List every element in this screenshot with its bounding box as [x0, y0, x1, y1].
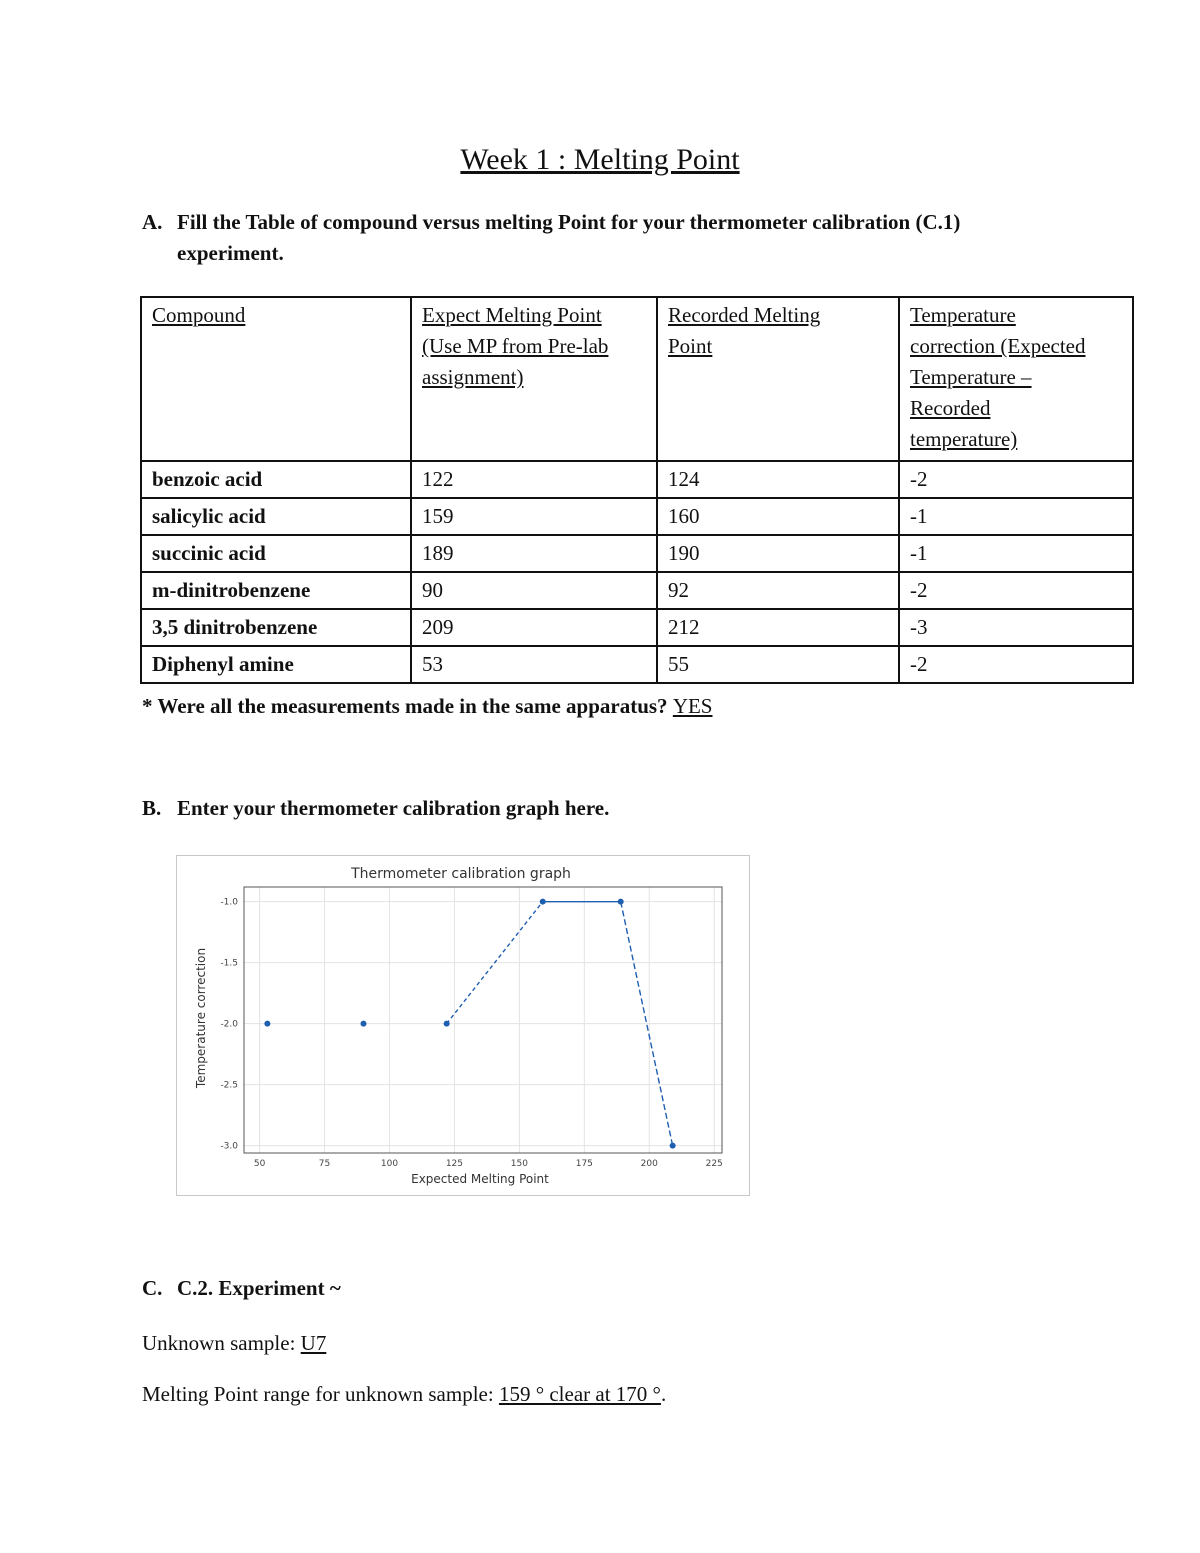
section-b-letter: B. — [142, 796, 162, 820]
table-cell: 190 — [657, 535, 899, 572]
y-tick-label: -1.5 — [220, 958, 238, 969]
section-a-line1 — [142, 210, 960, 235]
melting-range-suffix: . — [660, 1382, 667, 1406]
data-point — [618, 899, 624, 905]
calibration-table — [140, 296, 1134, 684]
calibration-chart-frame — [176, 855, 750, 1196]
table-cell: 209 — [411, 609, 657, 646]
x-tick-label: 125 — [445, 1159, 464, 1169]
x-tick-label: 75 — [318, 1159, 331, 1169]
compound-name-cell: m-dinitrobenzene — [141, 572, 411, 609]
page-title: Week 1 : Melting Point — [460, 143, 740, 176]
table-row — [141, 609, 1133, 646]
x-tick-label: 225 — [705, 1159, 723, 1169]
table-row — [141, 646, 1133, 683]
table-header-line: Recorded Melting — [668, 303, 821, 327]
table-header-line: assignment) — [422, 365, 524, 389]
section-a-letter: A. — [142, 210, 163, 234]
compound-name-cell: Diphenyl amine — [141, 646, 411, 683]
table-header-line: Temperature – — [910, 365, 1032, 389]
table-cell: -1 — [899, 535, 1133, 572]
apparatus-question-text: * Were all the measurements made in the same apparatus? — [142, 694, 668, 718]
table-cell: -2 — [899, 461, 1133, 498]
table-cell: 90 — [411, 572, 657, 609]
section-b — [142, 796, 609, 821]
x-tick-label: 150 — [510, 1159, 528, 1169]
table-row — [141, 572, 1133, 609]
chart-title: Thermometer calibration graph — [351, 866, 571, 882]
data-point — [670, 1143, 676, 1149]
x-tick-label: 50 — [253, 1159, 266, 1169]
table-row — [141, 461, 1133, 498]
table-cell: 53 — [411, 646, 657, 683]
table-cell: 189 — [411, 535, 657, 572]
table-cell: 122 — [411, 461, 657, 498]
table-header-line: Point — [668, 334, 713, 358]
apparatus-question — [142, 694, 713, 719]
section-b-text: Enter your thermometer calibration graph here. — [177, 796, 610, 820]
melting-range — [142, 1382, 666, 1407]
apparatus-answer: YES — [672, 694, 713, 718]
table-row — [141, 498, 1133, 535]
table-body — [141, 461, 1133, 683]
table-header-cell — [899, 297, 1133, 461]
table-header-line: Compound — [152, 303, 246, 327]
table-cell: 159 — [411, 498, 657, 535]
chart-ylabel: Temperature correction — [194, 947, 208, 1089]
data-point — [540, 899, 546, 905]
y-tick-label: -2.5 — [220, 1080, 238, 1091]
melting-range-value: 159 ° clear at 170 ° — [498, 1382, 661, 1406]
compound-name-cell: 3,5 dinitrobenzene — [141, 609, 411, 646]
table-cell: 55 — [657, 646, 899, 683]
table-header-row — [141, 297, 1133, 461]
table-cell: -2 — [899, 646, 1133, 683]
section-c-letter: C. — [142, 1276, 163, 1300]
table-cell: 124 — [657, 461, 899, 498]
table-header-line: Temperature — [910, 303, 1016, 327]
unknown-sample-label: Unknown sample: — [142, 1331, 296, 1355]
table-cell: 160 — [657, 498, 899, 535]
y-tick-label: -1.0 — [220, 897, 238, 908]
compound-name-cell: benzoic acid — [141, 461, 411, 498]
chart-xlabel: Expected Melting Point — [411, 1172, 549, 1186]
table-header-line: correction (Expected — [910, 334, 1086, 358]
x-tick-label: 200 — [640, 1159, 658, 1169]
section-a-line2: experiment. — [177, 241, 284, 265]
data-point — [444, 1021, 450, 1027]
melting-range-label: Melting Point range for unknown sample: — [142, 1382, 494, 1406]
calibration-chart — [177, 856, 749, 1195]
table-header-cell — [657, 297, 899, 461]
table-cell: -2 — [899, 572, 1133, 609]
section-c-text: C.2. Experiment ~ — [177, 1276, 341, 1300]
table-header-cell — [141, 297, 411, 461]
table-cell: -1 — [899, 498, 1133, 535]
data-point — [264, 1021, 270, 1027]
x-tick-label: 175 — [575, 1159, 593, 1169]
table-header-cell — [411, 297, 657, 461]
data-point — [361, 1021, 367, 1027]
table-row — [141, 535, 1133, 572]
x-tick-label: 100 — [380, 1159, 399, 1169]
y-tick-label: -3.0 — [220, 1141, 238, 1152]
plot-frame — [244, 887, 722, 1153]
compound-name-cell: succinic acid — [141, 535, 411, 572]
y-tick-label: -2.0 — [220, 1019, 238, 1030]
table-cell: -3 — [899, 609, 1133, 646]
unknown-sample — [142, 1331, 326, 1356]
table-header-line: temperature) — [910, 427, 1018, 451]
table-header-line: Recorded — [910, 396, 991, 420]
table-header-line: Expect Melting Point — [422, 303, 602, 327]
section-a-text: Fill the Table of compound versus melting Point for your thermometer calibration (C.1) — [177, 210, 961, 234]
compound-name-cell: salicylic acid — [141, 498, 411, 535]
table-cell: 212 — [657, 609, 899, 646]
table-header-line: (Use MP from Pre-lab — [422, 334, 609, 358]
section-c — [142, 1276, 341, 1301]
table-cell: 92 — [657, 572, 899, 609]
unknown-sample-value: U7 — [300, 1331, 327, 1355]
